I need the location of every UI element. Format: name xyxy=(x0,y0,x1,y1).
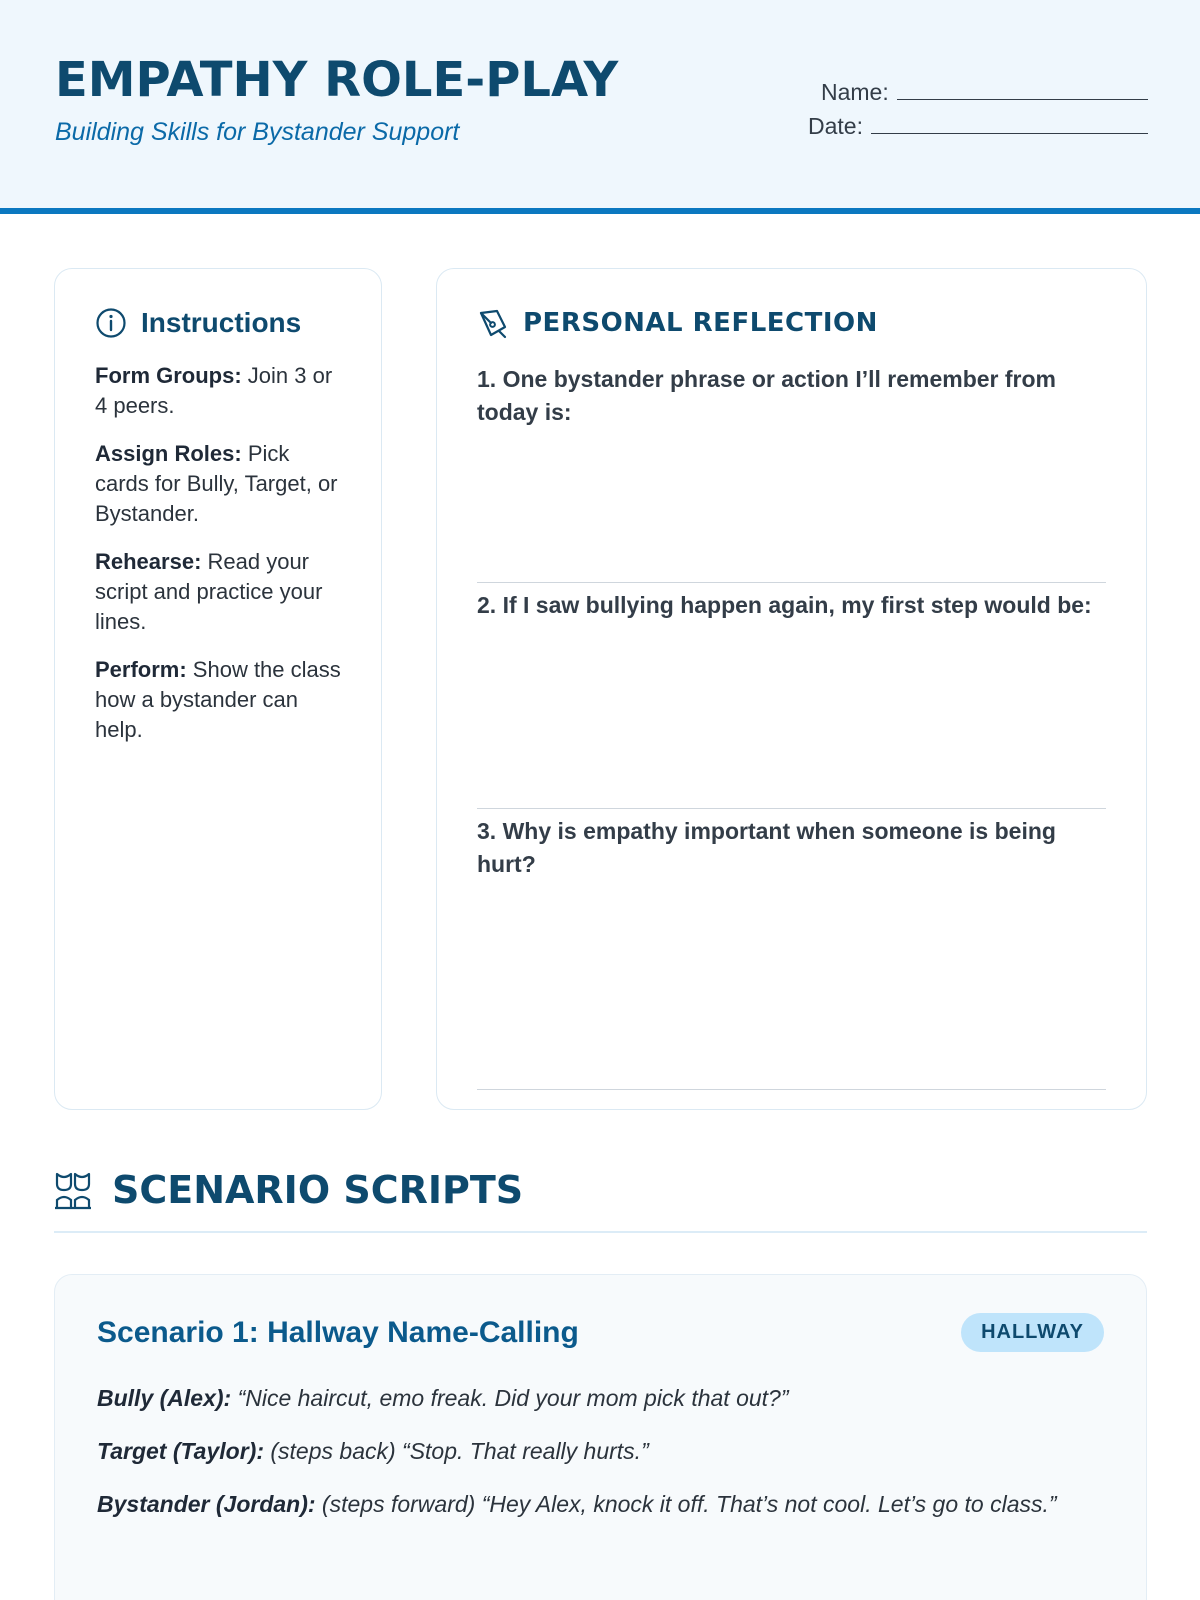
step-text: Join 3 or 4 peers. xyxy=(95,363,333,418)
page-title: EMPATHY ROLE-PLAY xyxy=(55,52,619,108)
student-info xyxy=(808,72,1148,140)
scenario-header xyxy=(97,1313,1104,1352)
step-label: Rehearse: xyxy=(95,549,202,574)
reflection-question[interactable] xyxy=(477,357,1106,583)
reflection-question[interactable] xyxy=(477,583,1106,809)
pen-icon xyxy=(477,307,509,339)
location-badge: HALLWAY xyxy=(961,1313,1104,1352)
instruction-step xyxy=(95,439,341,529)
line-text: (steps forward) “Hey Alex, knock it off. That’s not cool. Let’s go to class.” xyxy=(315,1491,1057,1517)
section-title: SCENARIO SCRIPTS xyxy=(112,1168,524,1212)
instruction-step xyxy=(95,361,341,421)
scenario-card xyxy=(54,1274,1147,1600)
instruction-step xyxy=(95,655,341,745)
question-text: 2. If I saw bullying happen again, my first step would be: xyxy=(477,592,1092,618)
step-label: Perform: xyxy=(95,657,187,682)
reflection-title: PERSONAL REFLECTION xyxy=(523,308,878,338)
instructions-card xyxy=(54,268,382,1110)
theater-masks-icon xyxy=(54,1170,92,1210)
line-text: (steps back) “Stop. That really hurts.” xyxy=(263,1438,649,1464)
reflection-question[interactable] xyxy=(477,809,1106,1090)
question-text: 3. Why is empathy important when someone is being hurt? xyxy=(477,818,1056,877)
role-label: Bystander (Jordan): xyxy=(97,1491,316,1517)
script-line xyxy=(97,1435,1104,1468)
date-label: Date: xyxy=(808,113,863,139)
reflection-header xyxy=(477,307,1106,339)
info-icon xyxy=(95,307,127,339)
line-text: “Nice haircut, emo freak. Did your mom pick that out?” xyxy=(231,1385,789,1411)
instructions-header xyxy=(95,307,341,339)
reflection-card xyxy=(436,268,1147,1110)
step-label: Form Groups: xyxy=(95,363,242,388)
scenario-title: Scenario 1: Hallway Name-Calling xyxy=(97,1315,579,1349)
step-text: Read your script and practice your lines. xyxy=(95,549,323,634)
page-subtitle: Building Skills for Bystander Support xyxy=(55,118,460,146)
question-text: 1. One bystander phrase or action I’ll remember from today is: xyxy=(477,366,1057,425)
role-label: Bully (Alex): xyxy=(97,1385,232,1411)
instruction-step xyxy=(95,547,341,637)
name-label: Name: xyxy=(821,79,889,105)
name-line[interactable] xyxy=(897,99,1148,100)
role-label: Target (Taylor): xyxy=(97,1438,264,1464)
step-text: Pick cards for Bully, Target, or Bystander. xyxy=(95,441,338,526)
script-line xyxy=(97,1488,1104,1521)
date-line[interactable] xyxy=(871,133,1148,134)
page-header xyxy=(0,0,1200,214)
script-line xyxy=(97,1382,1104,1415)
answer-line[interactable] xyxy=(477,1089,1106,1090)
date-field[interactable] xyxy=(808,106,1148,140)
step-label: Assign Roles: xyxy=(95,441,242,466)
name-field[interactable] xyxy=(808,72,1148,106)
instructions-title: Instructions xyxy=(141,307,302,338)
step-text: Show the class how a bystander can help. xyxy=(95,657,341,742)
scenario-section-header xyxy=(54,1168,1147,1233)
